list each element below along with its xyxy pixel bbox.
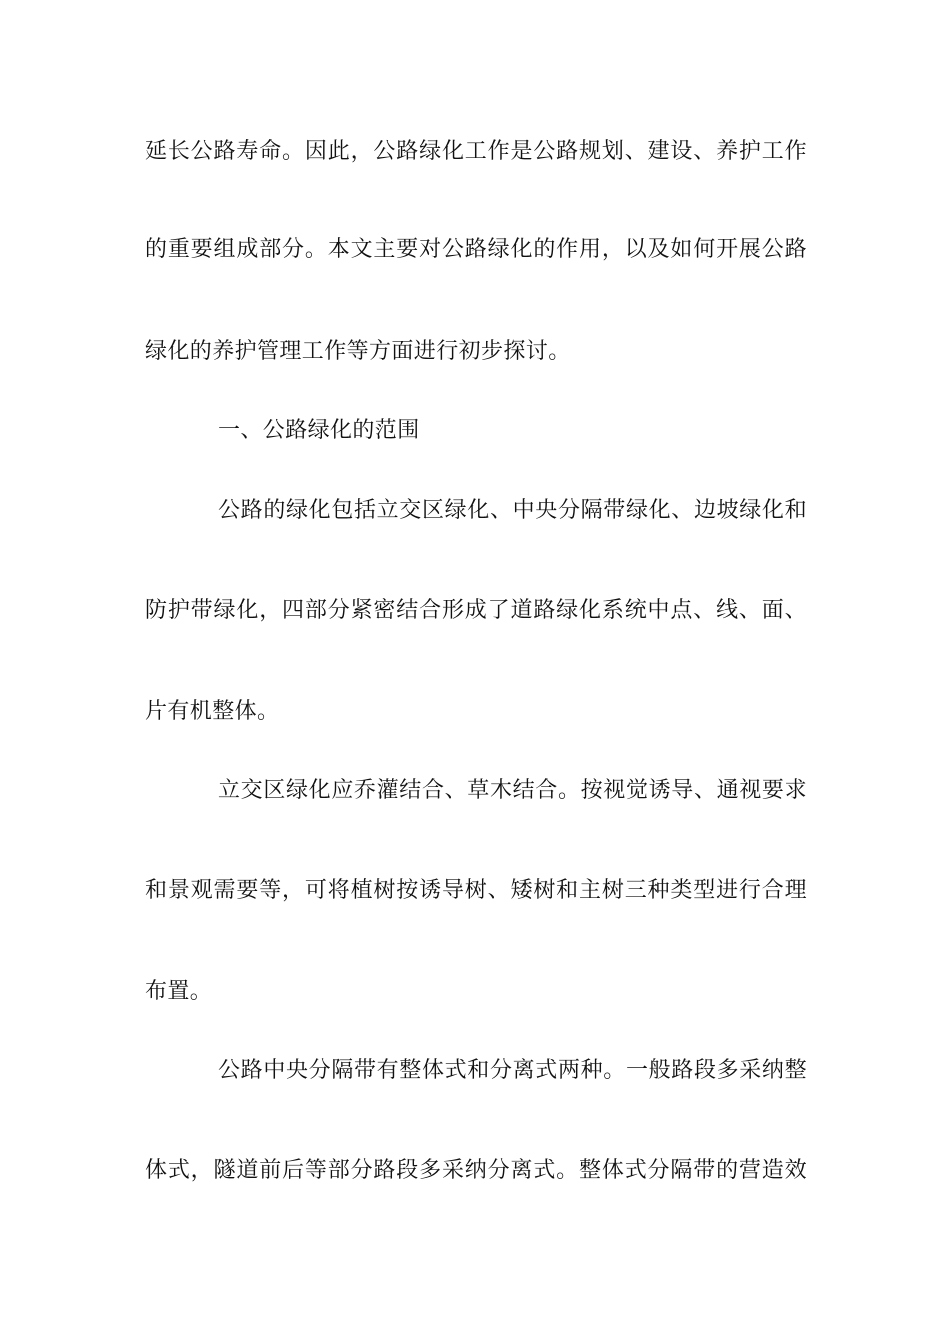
paragraph-line: 公路中央分隔带有整体式和分离式两种。一般路段多采纳整 bbox=[218, 1058, 807, 1083]
section-heading: 一、公路绿化的范围 bbox=[218, 418, 420, 443]
paragraph-line: 立交区绿化应乔灌结合、草木结合。按视觉诱导、通视要求 bbox=[218, 778, 807, 803]
paragraph-line: 布置。 bbox=[145, 979, 213, 1004]
paragraph-line: 的重要组成部分。本文主要对公路绿化的作用，以及如何开展公路 bbox=[145, 237, 807, 262]
paragraph-line: 绿化的养护管理工作等方面进行初步探讨。 bbox=[145, 339, 571, 364]
paragraph-line: 片有机整体。 bbox=[145, 699, 280, 724]
paragraph-line: 公路的绿化包括立交区绿化、中央分隔带绿化、边坡绿化和 bbox=[218, 498, 807, 523]
paragraph-line: 延长公路寿命。因此，公路绿化工作是公路规划、建设、养护工作 bbox=[145, 139, 807, 164]
paragraph-line: 体式，隧道前后等部分路段多采纳分离式。整体式分隔带的营造效 bbox=[145, 1158, 807, 1183]
paragraph-line: 和景观需要等，可将植树按诱导树、矮树和主树三种类型进行合理 bbox=[145, 878, 807, 903]
paragraph-line: 防护带绿化，四部分紧密结合形成了道路绿化系统中点、线、面、 bbox=[145, 598, 807, 623]
